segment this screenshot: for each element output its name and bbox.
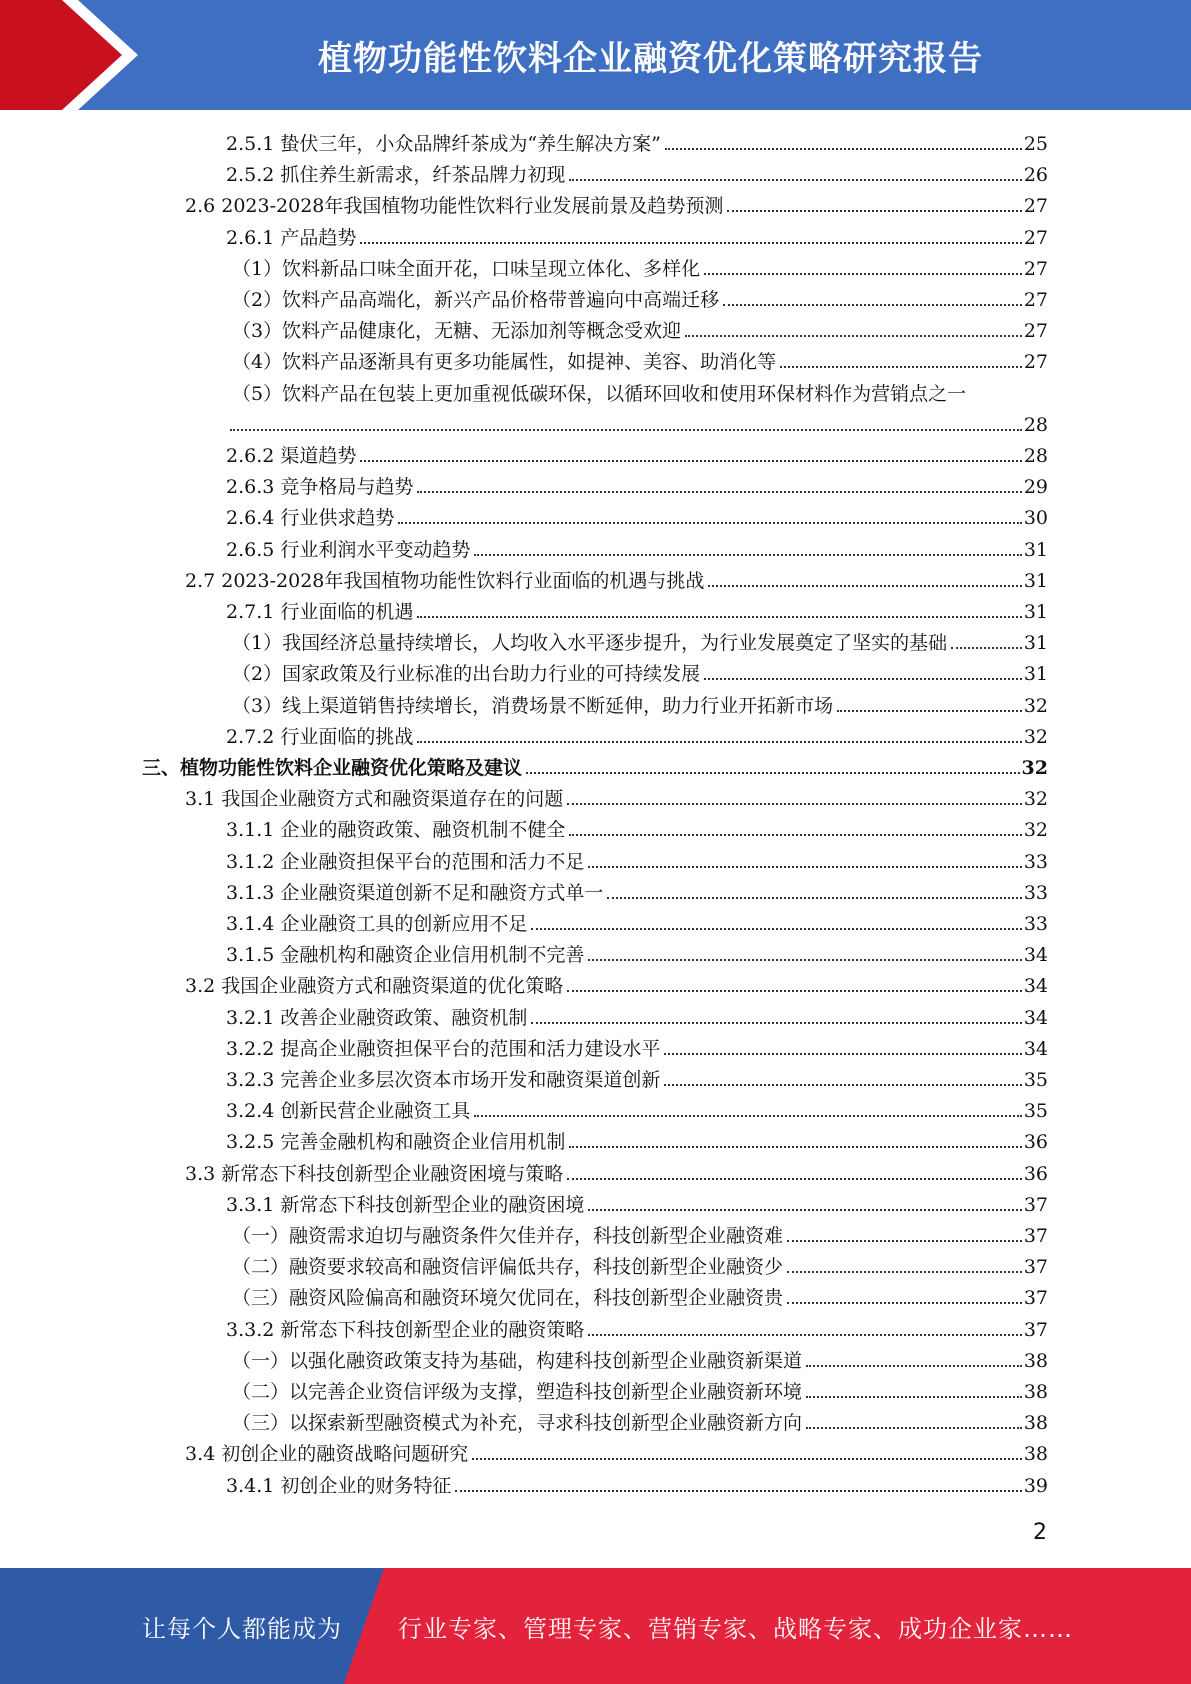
toc-entry-title: （4）饮料产品逐渐具有更多功能属性，如提神、美容、助消化等: [232, 351, 777, 374]
toc-entry[interactable]: [226, 1092, 1048, 1123]
dot-leader: [567, 1178, 1022, 1180]
toc-entry-title: 2.6.4 行业供求趋势: [226, 507, 395, 530]
toc-entry-title: （1）饮料新品口味全面开花，口味呈现立体化、多样化: [232, 257, 701, 280]
toc-entry[interactable]: [226, 1123, 1048, 1154]
toc-entry-page: 27: [1023, 257, 1048, 280]
dot-leader: [417, 741, 1021, 743]
toc-entry-title: 2.6.1 产品趋势: [226, 226, 357, 249]
toc-entry[interactable]: [226, 468, 1048, 499]
toc-entry-page: 33: [1023, 850, 1048, 873]
dot-leader: [704, 273, 1022, 275]
dot-leader: [588, 866, 1021, 868]
toc-entry[interactable]: [226, 905, 1048, 936]
toc-entry-title: （二）融资要求较高和融资信评偏低共存，科技创新型企业融资少: [232, 1256, 784, 1279]
toc-entry-page: 30: [1023, 507, 1048, 530]
toc-entry[interactable]: [226, 1061, 1048, 1092]
toc-entry-page: 31: [1023, 601, 1048, 623]
dot-leader: [569, 834, 1021, 836]
toc-entry-title: 2.7.1 行业面临的机遇: [226, 601, 414, 623]
toc-entry-title: （3）线上渠道销售持续增长，消费场景不断延伸，助力行业开拓新市场: [232, 694, 834, 717]
page-header: [0, 0, 1191, 110]
toc-entry-title: 3.2.1 改善企业融资政策、融资机制: [226, 1006, 528, 1029]
toc-entry[interactable]: [232, 281, 1048, 312]
toc-entry[interactable]: [232, 312, 1048, 343]
toc-entry-page: 32: [1023, 694, 1048, 717]
dot-leader: [474, 554, 1021, 556]
toc-entry-page: 32: [1023, 725, 1048, 748]
toc-entry-page: 35: [1023, 1100, 1048, 1123]
toc-entry-page: 34: [1023, 1037, 1048, 1060]
toc-entry-title: （5）饮料产品在包装上更加重视低碳环保，以循环回收和使用环保材料作为营销点之一: [232, 382, 967, 405]
toc-entry-page: 34: [1023, 975, 1048, 998]
toc-entry-title: 2.6 2023-2028年我国植物功能性饮料行业发展前景及趋势预测: [185, 195, 724, 218]
dot-leader: [455, 1490, 1021, 1492]
dot-leader: [417, 491, 1021, 493]
toc-entry[interactable]: [232, 1248, 1048, 1279]
toc-entry-page: 31: [1023, 663, 1048, 686]
toc-entry-title: （一）融资需求迫切与融资条件欠佳并存，科技创新型企业融资难: [232, 1225, 784, 1247]
toc-entry[interactable]: [226, 219, 1048, 250]
toc-entry-title: （三）以探索新型融资模式为补充，寻求科技创新型企业融资新方向: [232, 1412, 803, 1435]
toc-entry[interactable]: [232, 655, 1048, 686]
dot-leader: [360, 460, 1021, 462]
dot-leader: [472, 1458, 1022, 1460]
dot-leader: [588, 1209, 1021, 1211]
toc-entry-title: 3.1.2 企业融资担保平台的范围和活力不足: [226, 850, 585, 873]
toc-entry-page: 38: [1023, 1381, 1048, 1403]
page-number: 2: [1033, 1520, 1047, 1545]
toc-entry[interactable]: [226, 125, 1048, 156]
toc-entry[interactable]: [226, 999, 1048, 1030]
toc-entry-page: 27: [1023, 351, 1048, 374]
dot-leader: [588, 1334, 1021, 1336]
toc-entry[interactable]: [185, 967, 1048, 998]
toc-entry-page: 28: [1023, 413, 1048, 436]
toc-entry[interactable]: [226, 843, 1048, 874]
dot-leader: [708, 585, 1021, 587]
toc-entry-page: 35: [1023, 1069, 1048, 1091]
toc-entry-page: 27: [1023, 195, 1048, 218]
toc-entry[interactable]: [226, 811, 1048, 842]
dot-leader: [664, 1084, 1021, 1086]
toc-entry-title: （2）饮料产品高端化，新兴产品价格带普遍向中高端迁移: [232, 289, 720, 311]
toc-entry-page: 25: [1023, 133, 1048, 155]
toc-entry[interactable]: [232, 250, 1048, 281]
toc-entry-page: 27: [1023, 289, 1048, 311]
dot-leader: [665, 148, 1022, 150]
toc-entry-page: 31: [1023, 538, 1048, 561]
toc-entry-title: 3.1.3 企业融资渠道创新不足和融资方式单一: [226, 881, 604, 904]
toc-entry-title: 3.2.2 提高企业融资担保平台的范围和活力建设水平: [226, 1037, 661, 1060]
toc-entry-page: 29: [1023, 476, 1048, 499]
toc-entry-title: 3.2.3 完善企业多层次资本市场开发和融资渠道创新: [226, 1069, 661, 1091]
toc-entry[interactable]: [226, 874, 1048, 905]
dot-leader: [780, 366, 1022, 368]
dot-leader: [398, 522, 1021, 524]
toc-entry[interactable]: [232, 1279, 1048, 1310]
dot-leader: [685, 335, 1022, 337]
toc-entry[interactable]: [185, 562, 1048, 593]
dot-leader: [806, 1365, 1022, 1367]
toc-entry-title: （3）饮料产品健康化，无糖、无添加剂等概念受欢迎: [232, 320, 682, 343]
toc-entry-page: 32: [1023, 819, 1048, 842]
toc-entry-page: 37: [1023, 1225, 1048, 1247]
toc-entry-title: 3.3.1 新常态下科技创新型企业的融资困境: [226, 1193, 585, 1216]
toc-entry[interactable]: [232, 624, 1048, 655]
toc-entry[interactable]: [226, 531, 1048, 562]
toc-entry-page: 34: [1023, 1006, 1048, 1029]
dot-leader: [360, 242, 1021, 244]
toc-entry[interactable]: [232, 1404, 1048, 1435]
toc-entry-title: 3.1 我国企业融资方式和融资渠道存在的问题: [185, 788, 564, 811]
dot-leader: [664, 1053, 1021, 1055]
dot-leader: [787, 1302, 1022, 1304]
header-arrow-logo: [0, 0, 150, 110]
dot-leader: [474, 1115, 1021, 1117]
toc-entry[interactable]: [232, 1342, 1048, 1373]
dot-leader: [837, 710, 1022, 712]
toc-entry-title: 3.3 新常态下科技创新型企业融资困境与策略: [185, 1162, 564, 1185]
toc-entry-title: 2.6.5 行业利润水平变动趋势: [226, 538, 471, 561]
toc-entry-page: 38: [1023, 1443, 1048, 1466]
toc-entry[interactable]: [142, 749, 1048, 780]
page-footer: [0, 1568, 1191, 1684]
dot-leader: [569, 1146, 1021, 1148]
toc-entry-page: 26: [1023, 164, 1048, 187]
toc-entry-page: 31: [1023, 632, 1048, 655]
toc-entry-title: 3.2 我国企业融资方式和融资渠道的优化策略: [185, 975, 564, 998]
toc-entry-title: 3.4.1 初创企业的财务特征: [226, 1474, 452, 1497]
dot-leader: [588, 959, 1021, 961]
document-title: 植物功能性饮料企业融资优化策略研究报告: [318, 38, 983, 79]
toc-entry[interactable]: [232, 343, 1048, 374]
toc-entry-page: 37: [1023, 1193, 1048, 1216]
footer-slogan-left: 让每个人都能成为: [142, 1614, 342, 1643]
toc-entry-page: 28: [1023, 445, 1048, 467]
toc-entry-title: 3.1.5 金融机构和融资企业信用机制不完善: [226, 944, 585, 967]
toc-entry[interactable]: [232, 687, 1048, 718]
toc-entry-title: 2.7 2023-2028年我国植物功能性饮料行业面临的机遇与挑战: [185, 569, 705, 592]
toc-entry[interactable]: [232, 375, 1048, 406]
toc-entry[interactable]: [185, 780, 1048, 811]
dot-leader: [569, 179, 1021, 181]
toc-entry-title: （一）以强化融资政策支持为基础，构建科技创新型企业融资新渠道: [232, 1349, 803, 1372]
toc-entry-title: （2）国家政策及行业标准的出台助力行业的可持续发展: [232, 663, 701, 686]
toc-entry[interactable]: [232, 1217, 1048, 1248]
toc-entry-page: 27: [1023, 320, 1048, 343]
dot-leader: [806, 1427, 1022, 1429]
toc-entry-title: （二）以完善企业资信评级为支撑，塑造科技创新型企业融资新环境: [232, 1381, 803, 1403]
toc-entry-title: 2.5.2 抓住养生新需求，纤茶品牌力初现: [226, 164, 566, 187]
toc-entry-page: 33: [1023, 881, 1048, 904]
toc-entry[interactable]: [185, 1155, 1048, 1186]
dot-leader: [230, 429, 1022, 431]
toc-entry-page: 36: [1023, 1131, 1048, 1154]
toc-entry-continuation[interactable]: [226, 406, 1048, 437]
toc-entry-title: 3.3.2 新常态下科技创新型企业的融资策略: [226, 1318, 585, 1341]
dot-leader: [723, 304, 1022, 306]
dot-leader: [787, 1271, 1022, 1273]
toc-entry-page: 27: [1023, 226, 1048, 249]
dot-leader: [567, 990, 1022, 992]
toc-entry[interactable]: [226, 1311, 1048, 1342]
toc-entry-page: 38: [1023, 1412, 1048, 1435]
toc-entry-title: 3.2.4 创新民营企业融资工具: [226, 1100, 471, 1123]
toc-entry[interactable]: [226, 718, 1048, 749]
toc-entry-title: 2.7.2 行业面临的挑战: [226, 725, 414, 748]
dot-leader: [607, 897, 1021, 899]
toc-entry-page: 36: [1023, 1162, 1048, 1185]
toc-entry-title: 3.1.4 企业融资工具的创新应用不足: [226, 913, 528, 935]
toc-entry-page: 37: [1023, 1256, 1048, 1279]
dot-leader: [727, 210, 1021, 212]
toc-entry-title: （1）我国经济总量持续增长，人均收入水平逐步提升，为行业发展奠定了坚实的基础: [232, 632, 948, 655]
dot-leader: [417, 616, 1021, 618]
toc-entry-page: 31: [1023, 569, 1048, 592]
toc-entry-title: 3.4 初创企业的融资战略问题研究: [185, 1443, 469, 1466]
toc-entry-page: 39: [1023, 1474, 1048, 1497]
toc-entry-title: 2.6.3 竞争格局与趋势: [226, 476, 414, 499]
toc-entry[interactable]: [226, 437, 1048, 468]
toc-entry[interactable]: [226, 156, 1048, 187]
dot-leader: [531, 928, 1021, 930]
toc-entry-page: 33: [1023, 913, 1048, 935]
toc-entry-page: 37: [1023, 1287, 1048, 1310]
toc-entry-title: （三）融资风险偏高和融资环境欠优同在，科技创新型企业融资贵: [232, 1287, 784, 1310]
toc-entry-page: 32: [1021, 757, 1048, 779]
toc-entry-page: 38: [1023, 1349, 1048, 1372]
dot-leader: [787, 1240, 1022, 1242]
toc-entry-title: 3.2.5 完善金融机构和融资企业信用机制: [226, 1131, 566, 1154]
dot-leader: [951, 647, 1022, 649]
toc-entry[interactable]: [226, 1467, 1048, 1498]
toc-entry[interactable]: [185, 187, 1048, 218]
toc-entry-page: 34: [1023, 944, 1048, 967]
footer-slogan-right: 行业专家、管理专家、营销专家、战略专家、成功企业家……: [398, 1614, 1073, 1643]
toc-entry[interactable]: [226, 499, 1048, 530]
toc-entry[interactable]: [232, 1373, 1048, 1404]
toc-entry-title: 2.5.1 蛰伏三年，小众品牌纤茶成为“养生解决方案”: [226, 133, 661, 155]
dot-leader: [704, 678, 1022, 680]
toc-entry[interactable]: [226, 1186, 1048, 1217]
toc-entry-title: 三、植物功能性饮料企业融资优化策略及建议: [142, 757, 523, 779]
toc-entry[interactable]: [185, 1435, 1048, 1466]
toc-entry[interactable]: [226, 1030, 1048, 1061]
dot-leader: [567, 803, 1022, 805]
dot-leader: [526, 772, 1020, 774]
toc-entry[interactable]: [226, 593, 1048, 624]
dot-leader: [806, 1396, 1022, 1398]
dot-leader: [531, 1022, 1021, 1024]
toc-entry-title: 2.6.2 渠道趋势: [226, 445, 357, 467]
toc-entry[interactable]: [226, 936, 1048, 967]
toc-entry-page: 37: [1023, 1318, 1048, 1341]
toc-entry-title: 3.1.1 企业的融资政策、融资机制不健全: [226, 819, 566, 842]
toc-entry-page: 32: [1023, 788, 1048, 811]
